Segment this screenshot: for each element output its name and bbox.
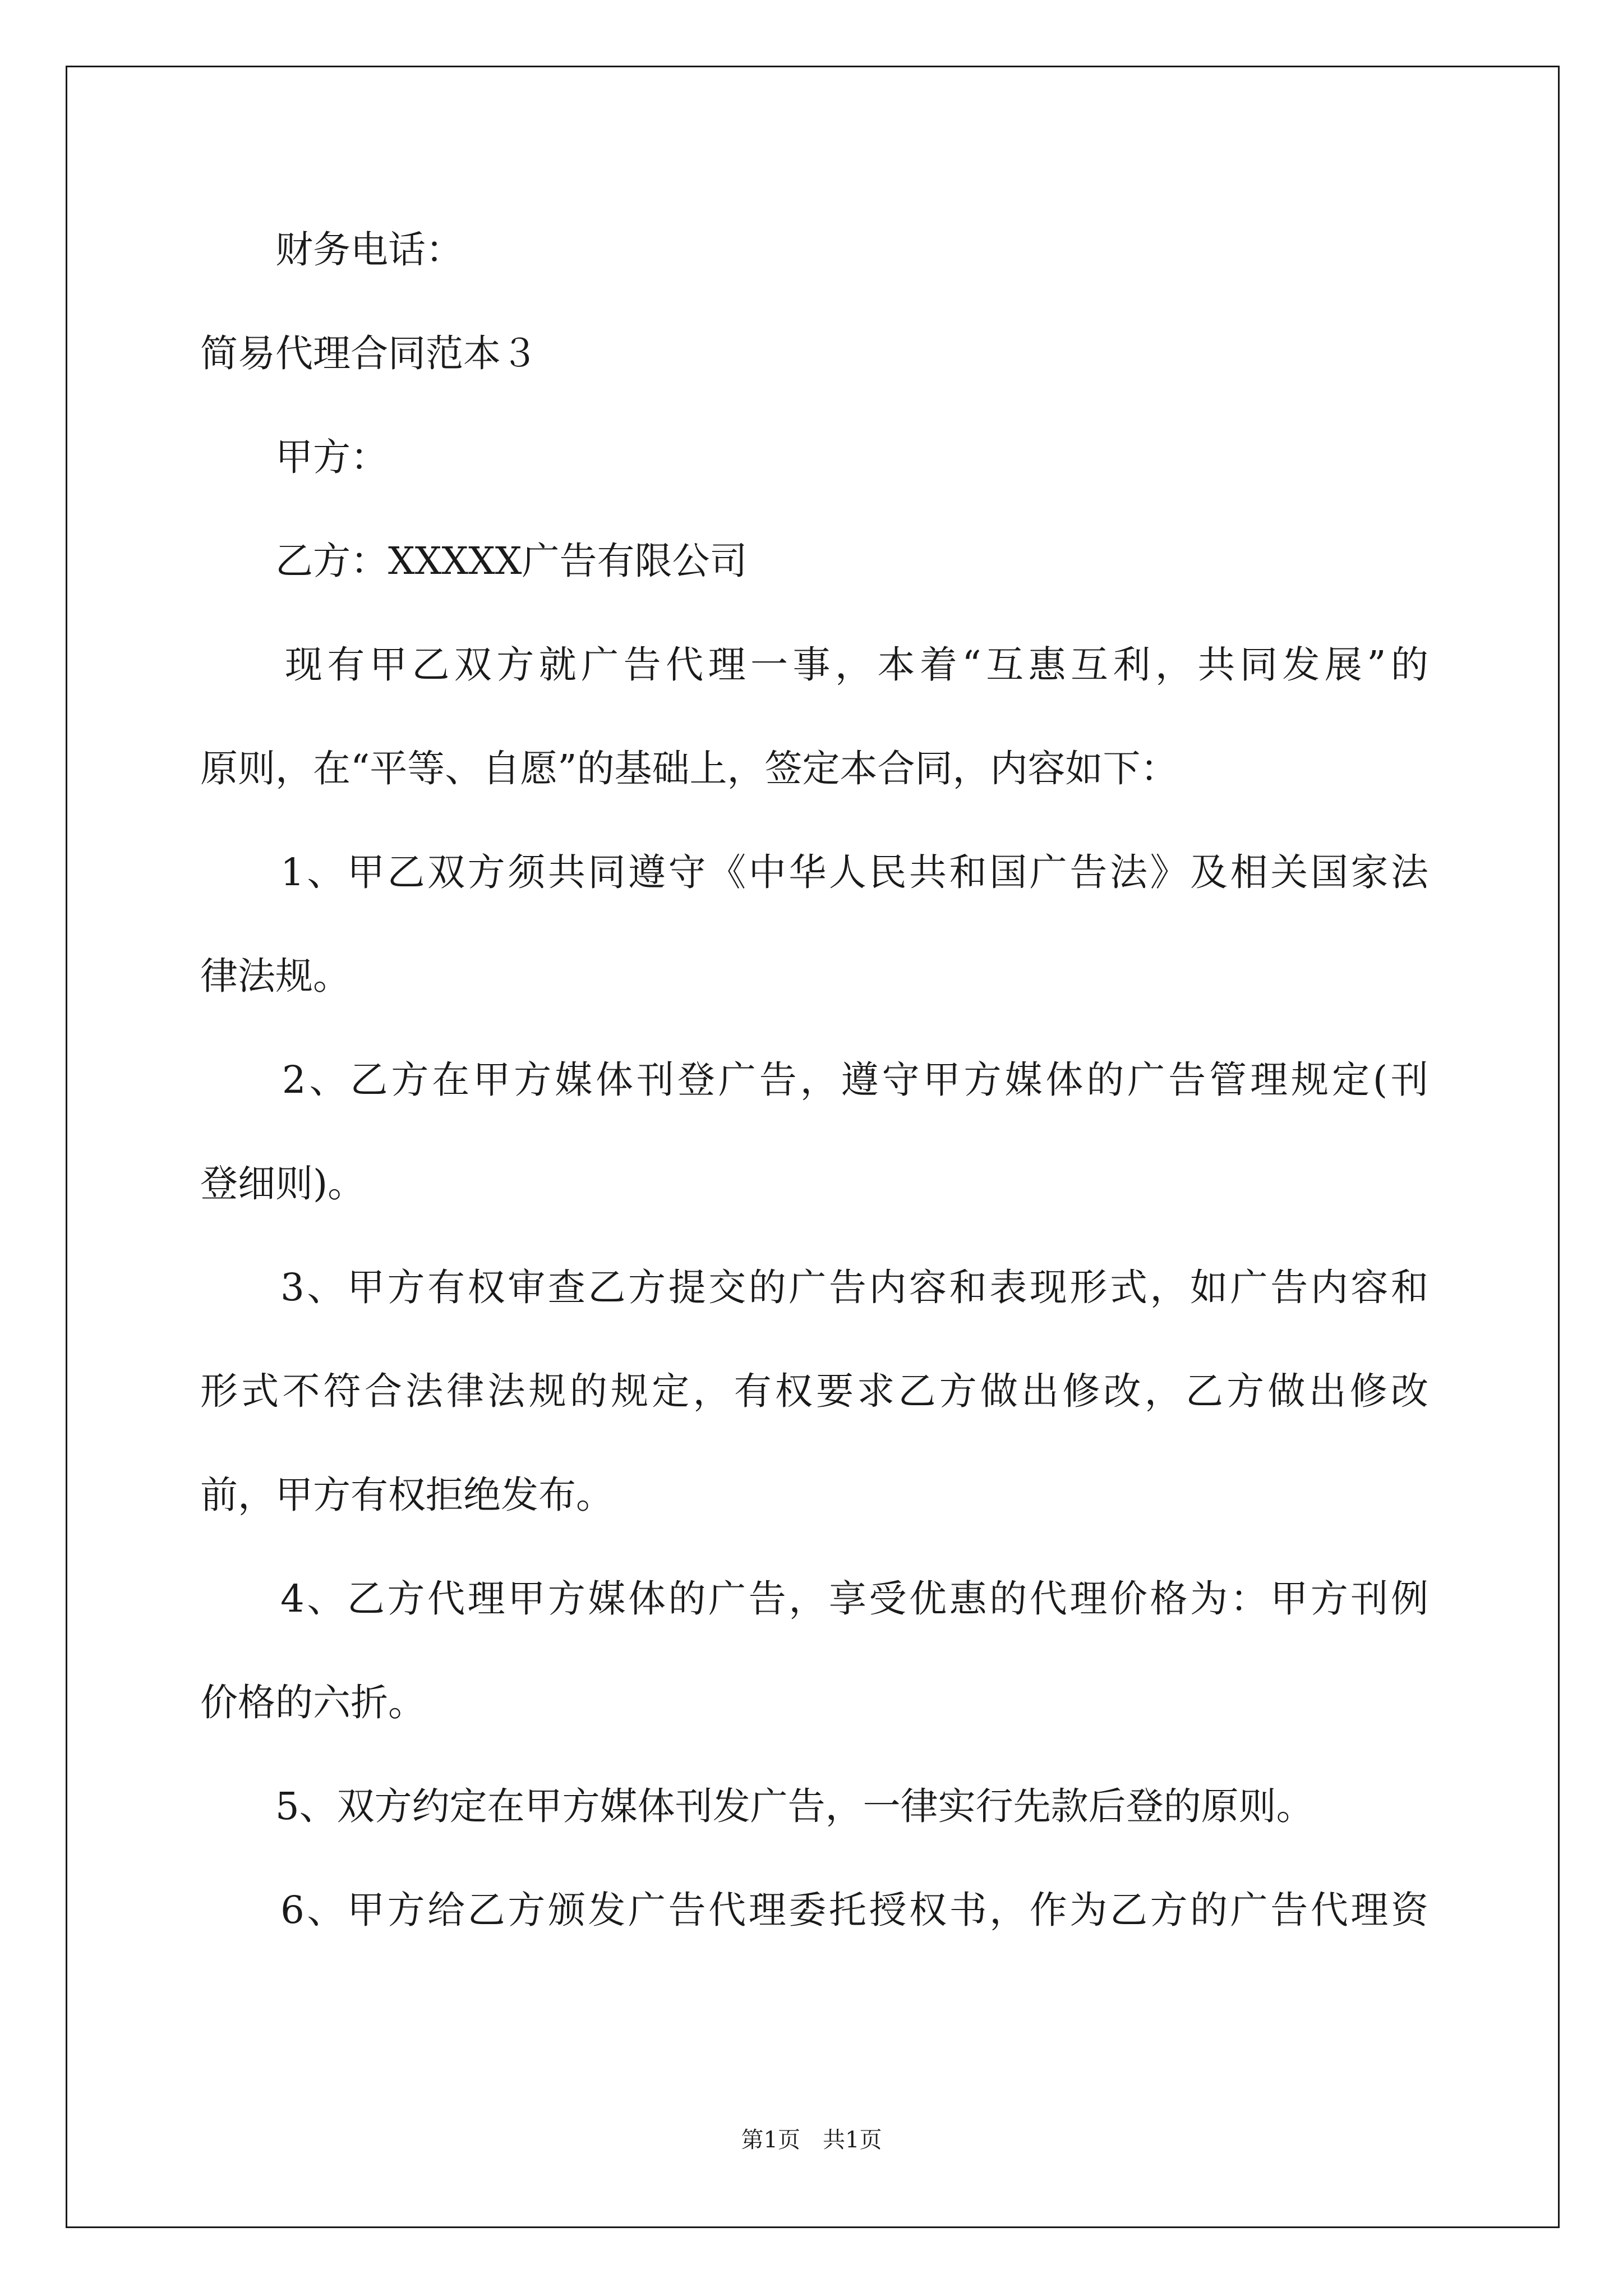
clause-1-line-1: 1、甲乙双方须共同遵守《中华人民共和国广告法》及相关国家法 [200, 850, 1428, 894]
party-b-line: 乙方：XXXXX广告有限公司 [200, 539, 748, 583]
page-number-footer: 第1页 共1页 [741, 2127, 882, 2153]
clause-4-line-2: 价格的六折。 [200, 1681, 426, 1724]
clause-3-line-1: 3、甲方有权审查乙方提交的广告内容和表现形式，如广告内容和 [200, 1266, 1428, 1309]
clause-4-line-1: 4、乙方代理甲方媒体的广告，享受优惠的代理价格为：甲方刊例 [200, 1577, 1428, 1621]
clause-6-line-1: 6、甲方给乙方颁发广告代理委托授权书，作为乙方的广告代理资 [200, 1888, 1428, 1932]
intro-paragraph-line-2: 原则，在“平等、自愿”的基础上，签定本合同，内容如下： [200, 747, 1178, 790]
document-body [200, 0, 1428, 2296]
clause-3-line-3: 前，甲方有权拒绝发布。 [200, 1473, 614, 1517]
intro-paragraph-line-1: 现有甲乙双方就广告代理一事，本着“互惠互利，共同发展”的 [200, 643, 1428, 687]
clause-3-line-2: 形式不符合法律法规的规定，有权要求乙方做出修改，乙方做出修改 [200, 1369, 1428, 1413]
finance-phone-line: 财务电话： [200, 228, 463, 272]
clause-2-line-1: 2、乙方在甲方媒体刊登广告，遵守甲方媒体的广告管理规定(刊 [200, 1058, 1428, 1102]
clause-2-line-2: 登细则)。 [200, 1162, 366, 1205]
party-a-line: 甲方： [200, 435, 388, 479]
clause-5-line: 5、双方约定在甲方媒体刊发广告，一律实行先款后登的原则。 [200, 1784, 1314, 1828]
clause-1-line-2: 律法规。 [200, 954, 351, 998]
contract-title: 简易代理合同范本３ [200, 332, 538, 375]
